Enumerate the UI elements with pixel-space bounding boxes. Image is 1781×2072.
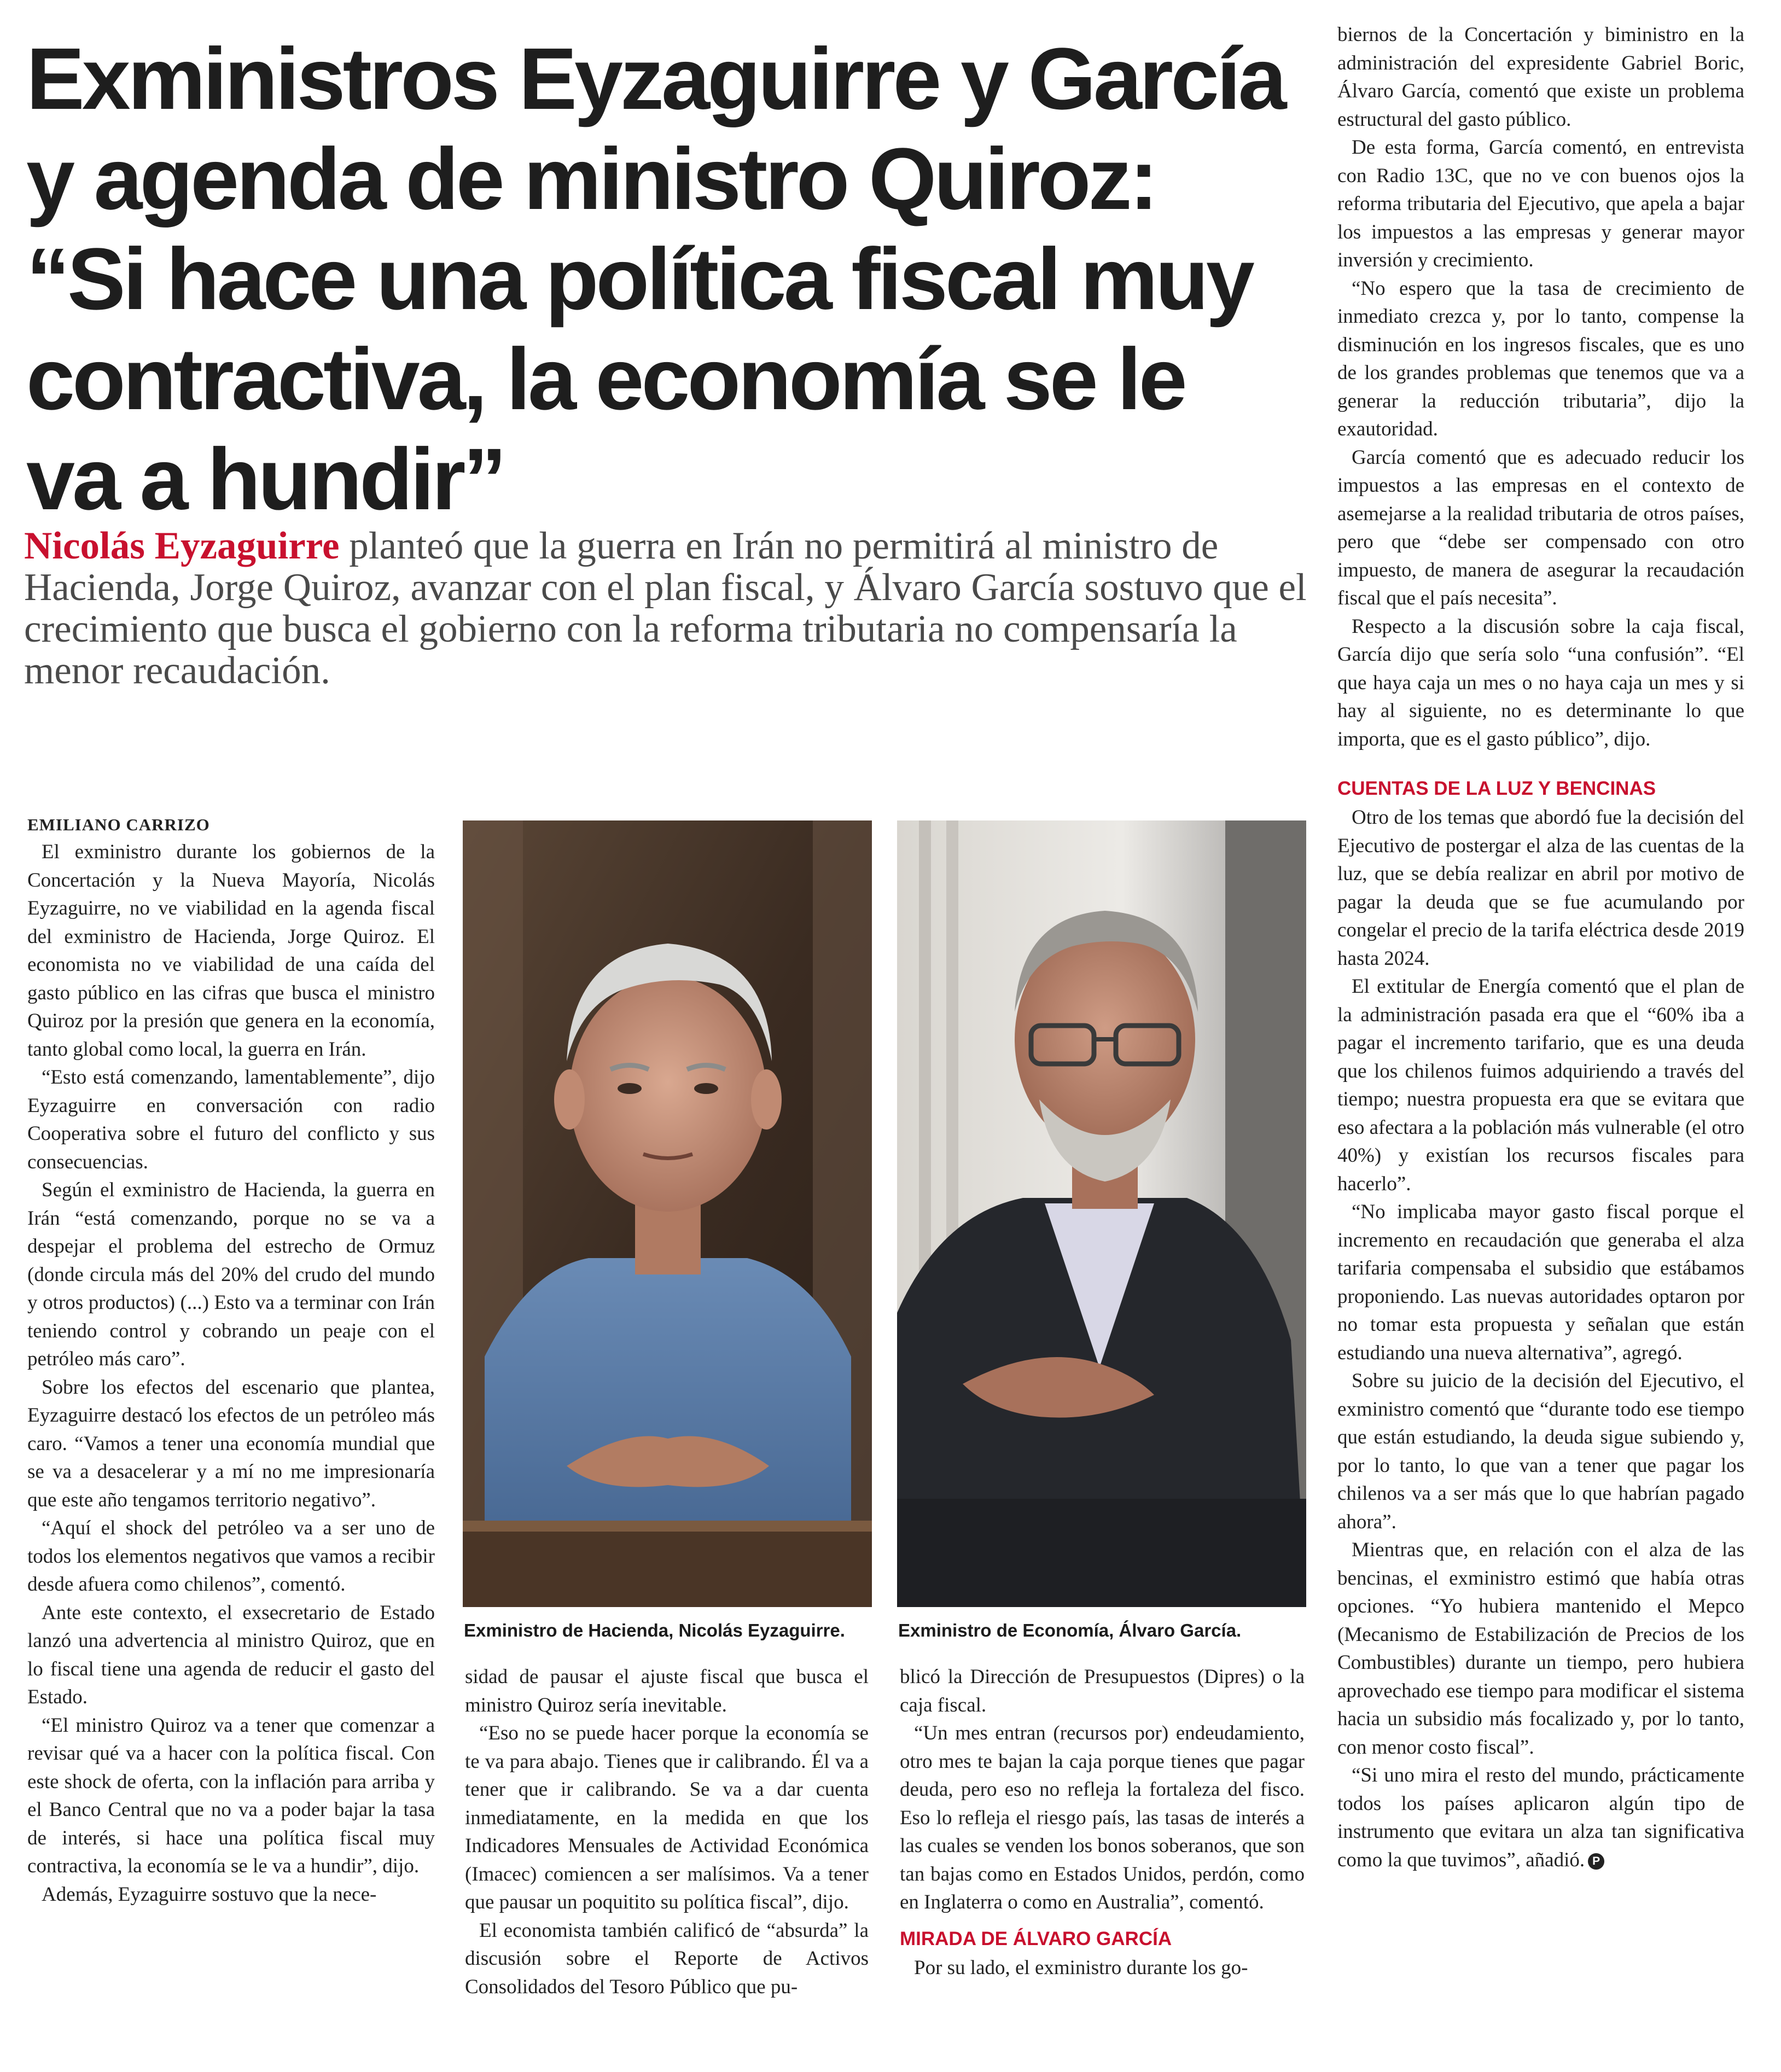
subhead-mirada-garcia: MIRADA DE ÁLVARO GARCÍA [900,1928,1172,1949]
paragraph: Además, Eyzaguirre sostuvo que la nece- [42,1883,377,1906]
paragraph: “Un mes entran (recursos por) endeudamiento, otro mes te bajan la caja porque tienes que pagar deuda, pero eso no refleja la fortaleza del fisco. Eso lo refleja el riesgo país, las tasas de interés a las cuales se venden los bonos soberanos, que son tan bajas como en Estados Unidos, perdón, como en Inglaterra o como en Australia”, comentó. [900,1722,1305,1913]
end-of-article-icon: P [1588,1853,1604,1870]
paragraph: Según el exministro de Hacienda, la guerra en Irán “está comenzando, porque no se va a despejar el problema del estrecho de Ormuz (donde circula más del 20% del crudo del mundo y otros productos) (...) Esto va a terminar con Irán teniendo control y cobrando un peaje con el petróleo más caro”. [27,1179,435,1370]
paragraph: “No implicaba mayor gasto fiscal porque el incremento en recaudación que generaba el alza tarifaria compensaba el subsidio que estábamos proponiendo. Las nuevas autoridades optaron por no tomar esta propuesta y señalan que están estudiando una nueva alternativa”, agregó. [1337,1201,1744,1364]
paragraph: “Eso no se puede hacer porque la economía se te va para abajo. Tienes que ir calibrando. Él va a tener que ir calibrando. Se va a dar cuenta inmediatamente, en la medida en que los Indicadores Mensuales de Actividad Económica (Imacec) comiencen a ser malísimos. Va a tener que pausar un poquitito su política fiscal”, dijo. [465,1722,869,1913]
headline-line: “Si hace una política fiscal muy [26,230,1252,328]
article-column-4 [1337,21,1744,1874]
paragraph-last [1337,1761,1744,1874]
paragraph: Sobre su juicio de la decisión del Ejecutivo, el exministro comentó que “durante todo ese tiempo que están estudiando, la deuda sigue subiendo y, por lo tanto, lo que van a tener que pagar los chilenos va a ser más que lo que habrían pagado ahora”. [1337,1370,1744,1533]
headline-line: y agenda de ministro Quiroz: [26,130,1156,228]
paragraph: García comentó que es adecuado reducir los impuestos a las empresas en el contexto de asemejarse a la realidad tributaria de otros países, pero que “debe ser compensado con otro impuesto, de manera de asegurar la recaudación fiscal que el país necesita”. [1337,446,1744,609]
paragraph: Otro de los temas que abordó fue la decisión del Ejecutivo de postergar el alza de las cuentas de la luz, que se debía realizar en abril por motivo de pagar la deuda que se fue acumulando por congelar el precio de la tarifa eléctrica desde 2019 hasta 2024. [1337,806,1744,970]
photo-garcia-image [897,820,1306,1607]
deck-lead-name: Nicolás Eyzaguirre [24,525,340,567]
deck-line: Hacienda, Jorge Quiroz, avanzar con el plan fiscal, y Álvaro García sostuvo que el [24,566,1307,609]
paragraph: biernos de la Concertación y biministro en la administración del expresidente Gabriel Boric, Álvaro García, comentó que existe un problema estructural del gasto público. [1337,24,1744,131]
article-column-2 [465,1663,869,2001]
deck-line: menor recaudación. [24,649,330,692]
paragraph: Mientras que, en relación con el alza de las bencinas, el exministro estimó que había otras opciones. “Yo hubiera mantenido el Mepco (Mecanismo de Estabilización de Precios de los Combustibles) durante un tiempo, pero hubiera aprovechado ese tiempo para modificar el sistema hacia un subsidio más focalizado y, por lo tanto, con menor costo fiscal”. [1337,1539,1744,1759]
photo-eyzaguirre [463,820,872,1607]
subhead-cuentas-luz: CUENTAS DE LA LUZ Y BENCINAS [1337,778,1656,799]
photo-garcia [897,820,1306,1607]
deck-line: crecimiento que busca el gobierno con la reforma tributaria no compensaría la [24,608,1237,650]
paragraph: “Esto está comenzando, lamentablemente”, dijo Eyzaguirre en conversación con radio Cooperativa sobre el futuro del conflicto y sus consecuencias. [27,1066,435,1173]
paragraph: Por su lado, el exministro durante los go- [914,1956,1248,1979]
article-column-1 [27,814,435,1908]
headline-line: contractiva, la economía se le [26,330,1185,428]
photo-eyzaguirre-image [463,820,872,1607]
paragraph: “El ministro Quiroz va a tener que comenzar a revisar qué va a hacer con la política fiscal. Con este shock de oferta, con la inflación para arriba y el Banco Central que no va a poder bajar la tasa de interés, si hace una política fiscal muy contractiva, la economía se le va a hundir”, dijo. [27,1714,435,1877]
paragraph: El exministro durante los gobiernos de la Concertación y la Nueva Mayoría, Nicolás Eyzaguirre, no ve viabilidad en la agenda fiscal del exministro de Hacienda, Jorge Quiroz. El economista no ve viabilidad de una caída del gasto público en las cifras que busca el ministro Quiroz por la presión que genera en la economía, tanto global como local, la guerra en Irán. [27,841,435,1061]
photo-caption-left: Exministro de Hacienda, Nicolás Eyzaguirre. [464,1620,845,1640]
paragraph: De esta forma, García comentó, en entrevista con Radio 13C, que no ve con buenos ojos la reforma tributaria del Ejecutivo, que apela a bajar los impuestos a las empresas y generar mayor inversión y crecimiento. [1337,136,1744,271]
photo-caption-right: Exministro de Economía, Álvaro García. [898,1620,1242,1640]
paragraph: “No espero que la tasa de crecimiento de inmediato crezca y, por lo tanto, compense la disminución en los ingresos fiscales, que es uno de los grandes problemas que tenemos que va a generar la reducción tributaria”, dijo la exautoridad. [1337,277,1744,440]
headline [26,28,1301,529]
paragraph: Sobre los efectos del escenario que plantea, Eyzaguirre destacó los efectos de un petróleo más caro. “Vamos a tener una economía mundial que se va a desacelerar y a mí no me impresionaría que este año tengamos territorio negativo”. [27,1376,435,1511]
deck-summary [24,525,1307,692]
headline-line: Exministros Eyzaguirre y García [26,30,1284,127]
paragraph: El extitular de Energía comentó que el plan de la administración pasada era que el “60% iba a pagar el incremento tarifario, que es una deuda que los chilenos fuimos adquiriendo a través del tiempo; nuestra propuesta era que se evitara que eso afectara a la población más vulnerable (el otro 40%) y existían los recursos fiscales para hacerlo”. [1337,975,1744,1195]
headline-line: va a hundir” [26,430,504,528]
paragraph: Respecto a la discusión sobre la caja fiscal, García dijo que sería solo “una confusión”. “El que haya caja un mes o no haya caja un mes y si hay al siguiente, no es determinante lo que importa, que es el gasto público”, dijo. [1337,615,1744,750]
paragraph: “Aquí el shock del petróleo va a ser uno de todos los elementos negativos que vamos a recibir desde afuera como chilenos”, comentó. [27,1517,435,1596]
article-column-3 [900,1663,1305,1982]
deck-line1-text: planteó que la guerra en Irán no permitirá al ministro de [339,525,1219,567]
paragraph: Ante este contexto, el exsecretario de Estado lanzó una advertencia al ministro Quiroz, que en lo fiscal tiene una agenda de reducir el gasto del Estado. [27,1601,435,1708]
deck-line [24,525,1299,567]
byline: EMILIANO CARRIZO [27,815,210,834]
paragraph: blicó la Dirección de Presupuestos (Dipres) o la caja fiscal. [900,1666,1305,1716]
paragraph: El economista también calificó de “absurda” la discusión sobre el Reporte de Activos Consolidados del Tesoro Público que pu- [465,1919,869,1998]
last-paragraph-text: “Si uno mira el resto del mundo, prácticamente todos los países aplicaron algún tipo de instrumento que evitara un alza tan significativa como la que tuvimos”, añadió. [1337,1764,1744,1871]
paragraph: sidad de pausar el ajuste fiscal que busca el ministro Quiroz sería inevitable. [465,1666,869,1716]
